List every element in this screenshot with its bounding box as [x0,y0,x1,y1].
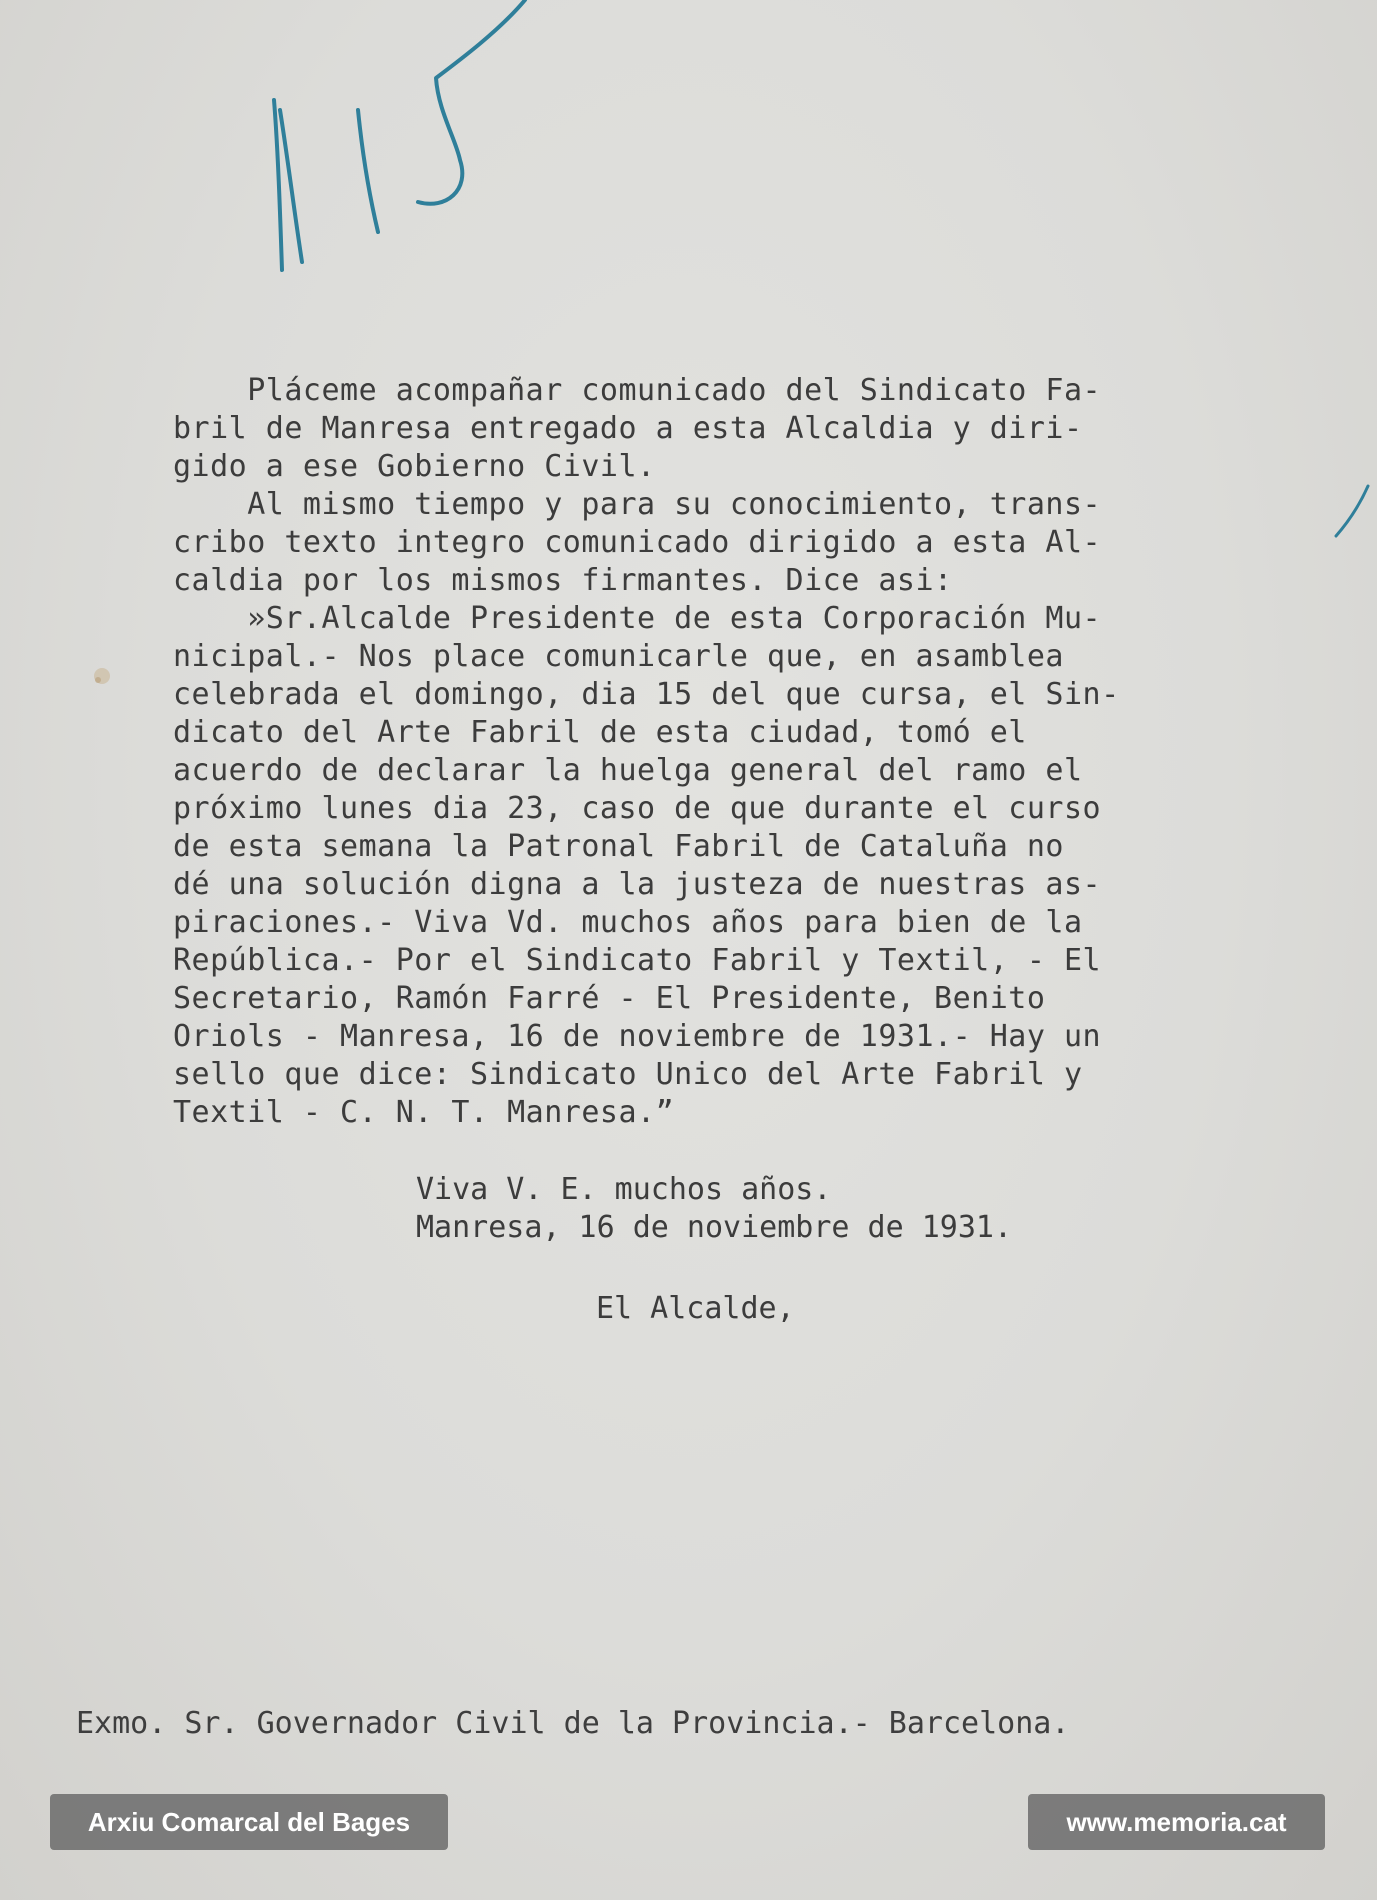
body-line: cribo texto integro comunicado dirigido a esta Al- [173,525,1102,560]
body-line: Textil - C. N. T. Manresa.” [173,1095,675,1130]
handwritten-archive-number [260,0,560,290]
body-line: caldia por los mismos firmantes. Dice asi: [173,563,953,598]
signature-line: El Alcalde, [596,1291,795,1326]
body-line: República.- Por el Sindicato Fabril y Textil, - El [173,943,1102,978]
addressee-line: Exmo. Sr. Governador Civil de la Provincia.- Barcelona. [76,1706,1070,1741]
body-line: sello que dice: Sindicato Unico del Arte Fabril y [173,1057,1083,1092]
paper-stain [88,662,116,690]
body-line: celebrada el domingo, dia 15 del que cursa, el Sin- [173,677,1120,712]
pencil-margin-mark [1332,482,1372,542]
archive-watermark: Arxiu Comarcal del Bages [50,1794,448,1850]
body-line: nicipal.- Nos place comunicarle que, en asamblea [173,639,1064,674]
body-line: Pláceme acompañar comunicado del Sindicato Fa- [173,373,1102,408]
body-line: »Sr.Alcalde Presidente de esta Corporación Mu- [173,601,1102,636]
body-line: Oriols - Manresa, 16 de noviembre de 1931.- Hay un [173,1019,1102,1054]
body-line: bril de Manresa entregado a esta Alcaldia y diri- [173,411,1083,446]
closing-date: Manresa, 16 de noviembre de 1931. [416,1210,1013,1245]
body-line: de esta semana la Patronal Fabril de Cataluña no [173,829,1064,864]
body-line: próximo lunes dia 23, caso de que durante el curso [173,791,1102,826]
letter-body [173,372,1333,1132]
body-line: acuerdo de declarar la huelga general del ramo el [173,753,1083,788]
body-line: dicato del Arte Fabril de esta ciudad, tomó el [173,715,1027,750]
body-line: Al mismo tiempo y para su conocimiento, trans- [173,487,1102,522]
closing-block [416,1171,1012,1247]
body-line: Secretario, Ramón Farré - El Presidente, Benito [173,981,1046,1016]
website-watermark: www.memoria.cat [1028,1794,1325,1850]
body-line: piraciones.- Viva Vd. muchos años para bien de la [173,905,1083,940]
body-line: dé una solución digna a la justeza de nuestras as- [173,867,1102,902]
body-line: gido a ese Gobierno Civil. [173,449,656,484]
closing-line: Viva V. E. muchos años. [416,1172,832,1207]
